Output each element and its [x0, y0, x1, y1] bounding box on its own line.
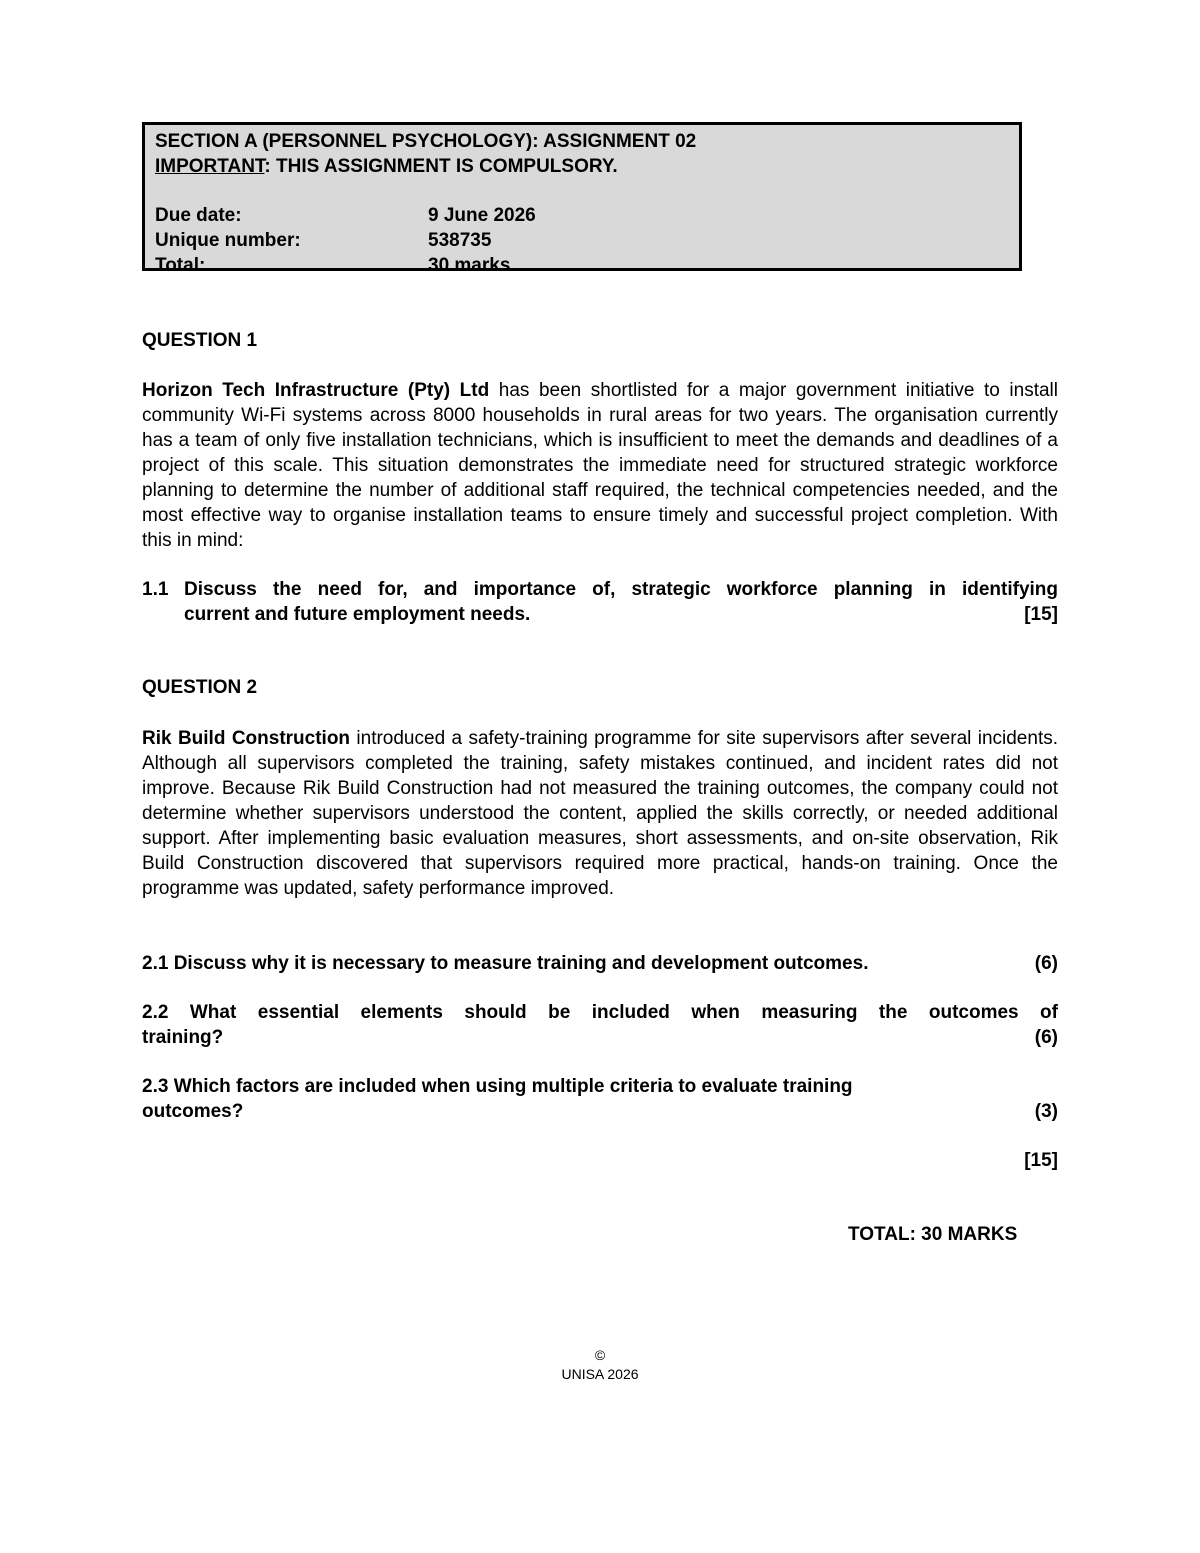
question-1-company: Horizon Tech Infrastructure (Pty) Ltd	[142, 380, 490, 401]
question-2-2-line-2: training?	[142, 1027, 224, 1048]
assignment-total: TOTAL: 30 MARKS	[848, 1224, 1018, 1245]
due-date-value: 9 June 2026	[428, 205, 536, 226]
important-notice	[155, 154, 1009, 179]
question-2-3-marks: (3)	[1034, 1101, 1058, 1122]
question-1-1-number: 1.1	[142, 579, 169, 600]
total-value: 30 marks	[428, 255, 511, 276]
footer-org-year: UNISA 2026	[561, 1366, 639, 1382]
unique-number-label: Unique number:	[155, 230, 301, 251]
due-date-label: Due date:	[155, 205, 242, 226]
footer-copyright: ©	[594, 1347, 606, 1363]
question-1-1	[142, 577, 1058, 627]
question-1-1-line-1: Discuss the need for, and importance of, strategic workforce planning in identifying	[184, 579, 1058, 600]
question-1-1-marks: [15]	[1024, 604, 1058, 625]
total-row	[155, 253, 1009, 278]
due-date-row	[155, 203, 1009, 228]
question-2-3-line-1: 2.3 Which factors are included when using multiple criteria to evaluate training	[142, 1076, 853, 1097]
question-2-2-line-1: 2.2 What essential elements should be included when measuring the outcomes of	[142, 1002, 1058, 1023]
question-2-title: QUESTION 2	[142, 677, 258, 698]
question-1-body: has been shortlisted for a major government initiative to install community Wi-Fi systems across 8000 households in rural areas for two years. The organisation currently has a team of only five installation technicians, which is insufficient to meet the demands and deadlines of a project of this scale. This situation demonstrates the immediate need for structured strategic workforce planning to determine the number of additional staff required, the technical competencies needed, and the most effective way to organise installation teams to ensure timely and successful project completion. With this in mind:	[142, 380, 1058, 551]
question-2-total-marks: [15]	[1024, 1150, 1058, 1171]
question-2-company: Rik Build Construction	[142, 728, 351, 749]
unique-number-value: 538735	[428, 230, 492, 251]
question-2-paragraph	[142, 726, 1058, 901]
question-2-1-marks: (6)	[1034, 953, 1058, 974]
question-2-3-line-2: outcomes?	[142, 1101, 244, 1122]
important-text: : THIS ASSIGNMENT IS COMPULSORY.	[264, 156, 618, 177]
question-2-total	[142, 1148, 1058, 1173]
question-1-title: QUESTION 1	[142, 330, 258, 351]
question-2-body: introduced a safety-training programme for site supervisors after several incidents. Although all supervisors completed the training, safety mistakes continued, and incident rates did not improve. Because Rik Build Construction had not measured the training outcomes, the company could not determine whether supervisors understood the content, applied the skills correctly, or needed additional support. After implementing basic evaluation measures, short assessments, and on-site observation, Rik Build Construction discovered that supervisors required more practical, hands-on training. Once the programme was updated, safety performance improved.	[142, 728, 1058, 899]
question-1-1-line-2: current and future employment needs.	[184, 604, 531, 625]
question-2-1-text: 2.1 Discuss why it is necessary to measure training and development outcomes.	[142, 953, 869, 974]
total-label: Total:	[155, 255, 206, 276]
question-2-1	[142, 951, 1058, 976]
question-2-2-marks: (6)	[1034, 1027, 1058, 1048]
unique-number-row	[155, 228, 1009, 253]
question-2-3	[142, 1074, 1058, 1124]
assignment-header-box	[142, 122, 1022, 276]
section-title: SECTION A (PERSONNEL PSYCHOLOGY): ASSIGNMENT 02	[155, 131, 697, 152]
question-2-2	[142, 1000, 1058, 1050]
important-label: IMPORTANT	[155, 156, 265, 177]
question-1-paragraph	[142, 378, 1058, 553]
